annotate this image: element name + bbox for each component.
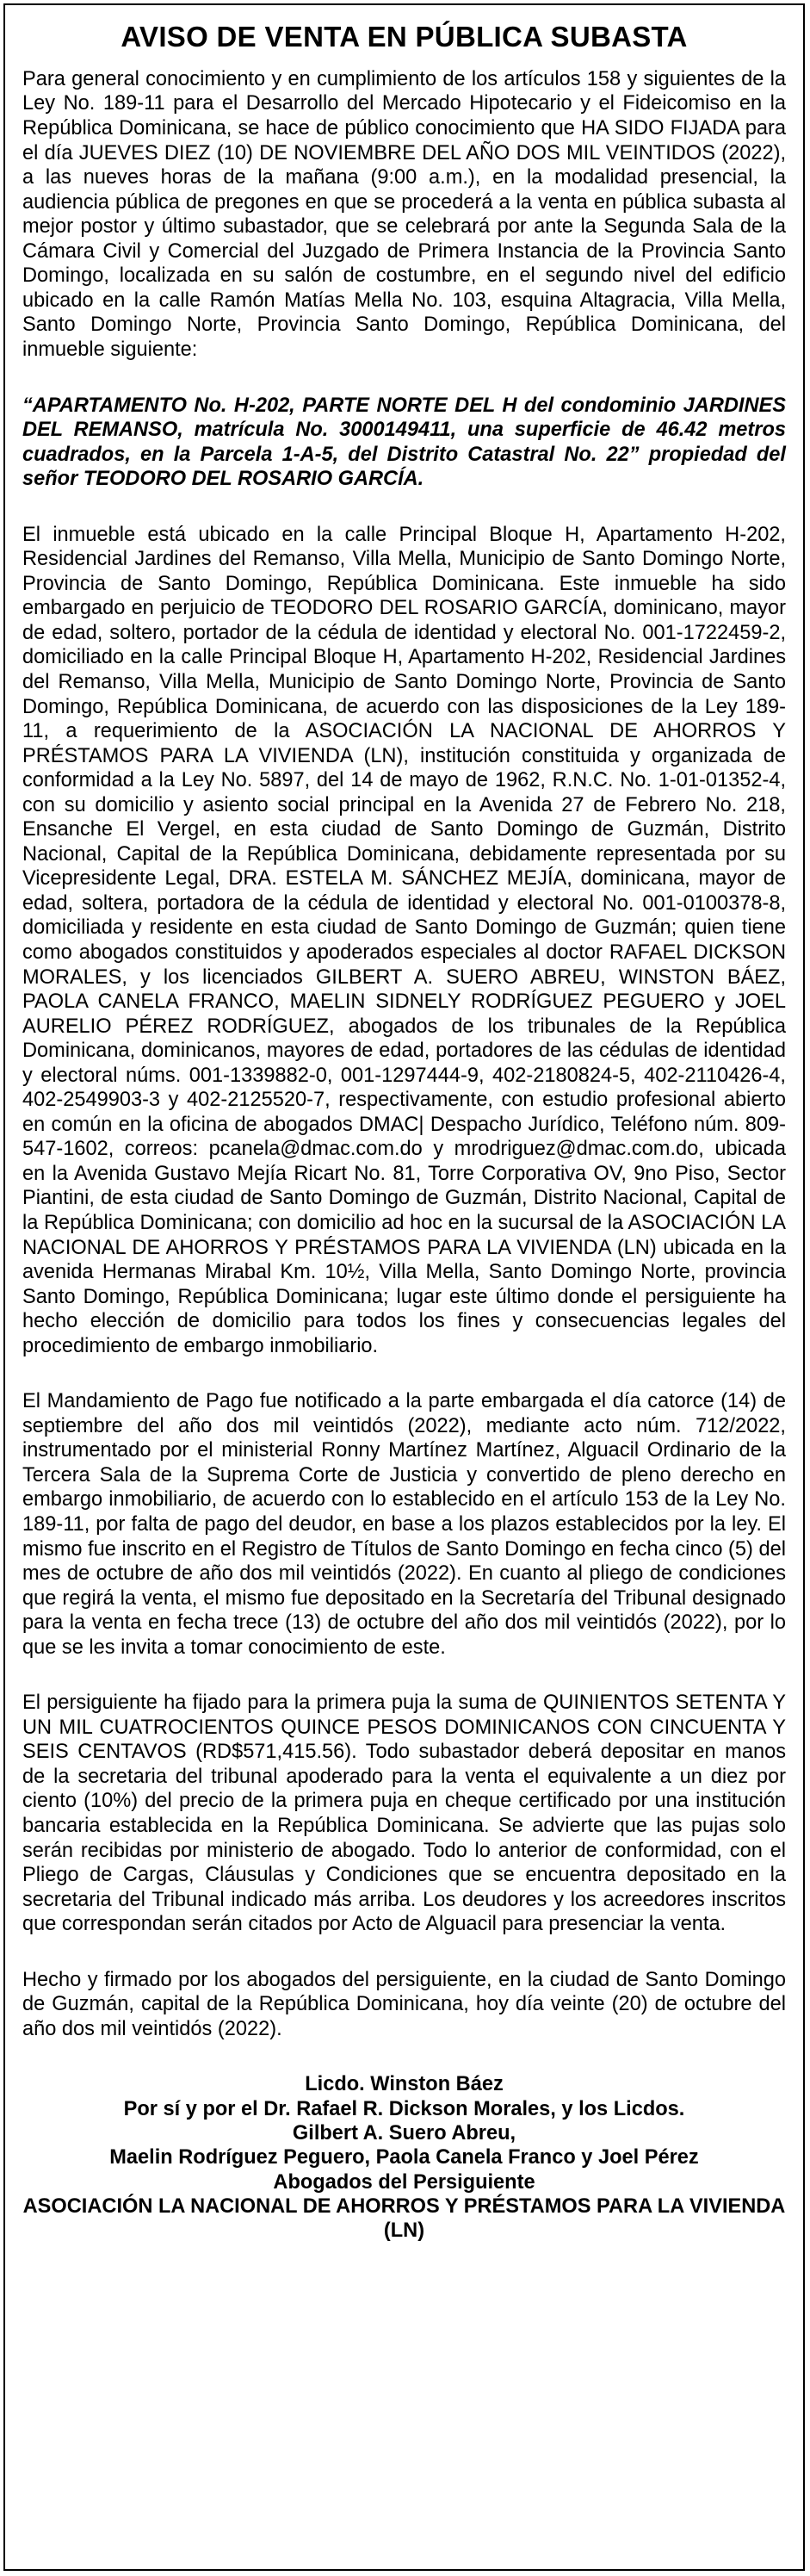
- payment-order-paragraph: El Mandamiento de Pago fue notificado a la parte embargada el día catorce (14) de septiembre del año dos mil veintidós (2022), mediante acto núm. 712/2022, instrumentado por el ministerial Ronny Martínez Martínez, Alguacil Ordinario de la Tercera Sala de la Suprema Corte de Justicia y convertido de pleno derecho en embargo inmobiliario, de acuerdo con lo establecido en el artículo 153 de la Ley No. 189-11, por falta de pago del deudor, en base a los plazos establecidos por la ley. El mismo fue inscrito en el Registro de Títulos de Santo Domingo en fecha cinco (5) del mes de octubre de año dos mil veintidós (2022). En cuanto al pliego de condiciones que regirá la venta, el mismo fue depositado en la Secretaría del Tribunal designado para la venta en fecha trece (13) de octubre del año dos mil veintidós (2022), por lo que se les invita a tomar conocimiento de este.: [22, 1390, 786, 1659]
- notice-frame: [3, 3, 805, 2571]
- intro-paragraph: Para general conocimiento y en cumplimiento de los artículos 158 y siguientes de la Ley No. 189-11 para el Desarrollo del Mercado Hipotecario y el Fideicomiso en la República Dominicana, se hace de público conocimiento que HA SIDO FIJADA para el día JUEVES DIEZ (10) DE NOVIEMBRE DEL AÑO DOS MIL VEINTIDOS (2022), a las nueves horas de la mañana (9:00 a.m.), en la modalidad presencial, la audiencia pública de pregones en que se procederá a la venta en pública subasta al mejor postor y último subastador, que se celebrará por ante la Segunda Sala de la Cámara Civil y Comercial del Juzgado de Primera Instancia de la Provincia Santo Domingo, localizada en su salón de costumbre, en el segundo nivel del edificio ubicado en la calle Ramón Matías Mella No. 103, esquina Altagracia, Villa Mella, Santo Domingo Norte, Provincia Santo Domingo, República Dominicana, del inmueble siguiente:: [22, 67, 786, 361]
- property-details-paragraph: El inmueble está ubicado en la calle Principal Bloque H, Apartamento H-202, Residencial Jardines del Remanso, Villa Mella, Municipio de Santo Domingo Norte, Provincia de Santo Domingo, República Dominicana. Este inmueble ha sido embargado en perjuicio de TEODORO DEL ROSARIO GARCÍA, dominicano, mayor de edad, soltero, portador de la cédula de identidad y electoral No. 001-1722459-2, domiciliado en la calle Principal Bloque H, Apartamento H-202, Residencial Jardines del Remanso, Villa Mella, Municipio de Santo Domingo Norte, Provincia de Santo Domingo, República Dominicana, de acuerdo con las disposiciones de la Ley 189-11, a requerimiento de la ASOCIACIÓN LA NACIONAL DE AHORROS Y PRÉSTAMOS PARA LA VIVIENDA (LN), institución constituida y organizada de conformidad a la Ley No. 5897, del 14 de mayo de 1962, R.N.C. No. 1-01-01352-4, con su domicilio y asiento social principal en la Avenida 27 de Febrero No. 218, Ensanche El Vergel, en esta ciudad de Santo Domingo de Guzmán, Distrito Nacional, Capital de la República Dominicana, debidamente representada por su Vicepresidente Legal, DRA. ESTELA M. SÁNCHEZ MEJÍA, dominicana, mayor de edad, soltera, portadora de la cédula de identidad y electoral No. 001-0100378-8, domiciliada y residente en esta ciudad de Santo Domingo de Guzmán; quien tiene como abogados constituidos y apoderados especiales al doctor RAFAEL DICKSON MORALES, y los licenciados GILBERT A. SUERO ABREU, WINSTON BÁEZ, PAOLA CANELA FRANCO, MAELIN SIDNELY RODRÍGUEZ PEGUERO y JOEL AURELIO PÉREZ RODRÍGUEZ, abogados de los tribunales de la República Dominicana, dominicanos, mayores de edad, portadores de las cédulas de identidad y electoral núms. 001-1339882-0, 001-1297444-9, 402-2180824-5, 402-2110426-4, 402-2549903-3 y 402-2125520-7, respectivamente, con estudio profesional abierto en común en la oficina de abogados DMAC| Despacho Jurídico, Teléfono núm. 809-547-1602, correos: pcanela@dmac.com.do y mrodriguez@dmac.com.do, ubicada en la Avenida Gustavo Mejía Ricart No. 81, Torre Corporativa OV, 9no Piso, Sector Piantini, de esta ciudad de Santo Domingo de Guzmán, Distrito Nacional, Capital de la República Dominicana; con domicilio ad hoc en la sucursal de la ASOCIACIÓN LA NACIONAL DE AHORROS Y PRÉSTAMOS PARA LA VIVIENDA (LN) ubicada en la avenida Hermanas Mirabal Km. 10½, Villa Mella, Santo Domingo Norte, provincia Santo Domingo, República Dominicana; lugar este último donde el persiguiente ha hecho elección de domicilio para todos los fines y consecuencias legales del procedimiento de embargo inmobiliario.: [22, 523, 786, 1357]
- signature-line: Licdo. Winston Báez: [305, 2073, 504, 2096]
- first-bid-paragraph: El persiguiente ha fijado para la primera puja la suma de QUINIENTOS SETENTA Y UN MIL CUATROCIENTOS QUINCE PESOS DOMINICANOS CON CINCUENTA Y SEIS CENTAVOS (RD$571,415.56). Todo subastador deberá depositar en manos de la secretaria del tribunal apoderado para la venta el equivalente a un diez por ciento (10%) del precio de la primera puja en cheque certificado por una institución bancaria establecida en la República Dominicana. Se advierte que las pujas solo serán recibidas por ministerio de abogado. Todo lo anterior de conformidad, con el Pliego de Cargas, Cláusulas y Condiciones que se encuentra depositado en la secretaria del Tribunal indicado más arriba. Los deudores y los acreedores inscritos que correspondan serán citados por Acto de Alguacil para presenciar la venta.: [22, 1691, 786, 1936]
- signed-paragraph: Hecho y firmado por los abogados del persiguiente, en la ciudad de Santo Domingo de Guzmán, capital de la República Dominicana, hoy día veinte (20) de octubre del año dos mil veintidós (2022).: [22, 1968, 786, 2040]
- signature-line: Abogados del Persiguiente: [273, 2170, 535, 2194]
- notice-title: AVISO DE VENTA EN PÚBLICA SUBASTA: [121, 21, 688, 53]
- signature-line: Maelin Rodríguez Peguero, Paola Canela Franco y Joel Pérez: [109, 2146, 699, 2169]
- signature-line: Gilbert A. Suero Abreu,: [292, 2122, 516, 2145]
- notice-content: [22, 21, 786, 2554]
- property-description: “APARTAMENTO No. H-202, PARTE NORTE DEL H del condominio JARDINES DEL REMANSO, matrícula No. 3000149411, una superficie de 46.42 metros cuadrados, en la Parcela 1-A-5, del Distrito Catastral No. 22” propiedad del señor TEODORO DEL ROSARIO GARCÍA.: [22, 394, 786, 491]
- signature-line: ASOCIACIÓN LA NACIONAL DE AHORROS Y PRÉSTAMOS PARA LA VIVIENDA (LN): [22, 2194, 786, 2243]
- signature-line: Por sí y por el Dr. Rafael R. Dickson Morales, y los Licdos.: [123, 2097, 685, 2120]
- signature-block: [22, 2072, 786, 2243]
